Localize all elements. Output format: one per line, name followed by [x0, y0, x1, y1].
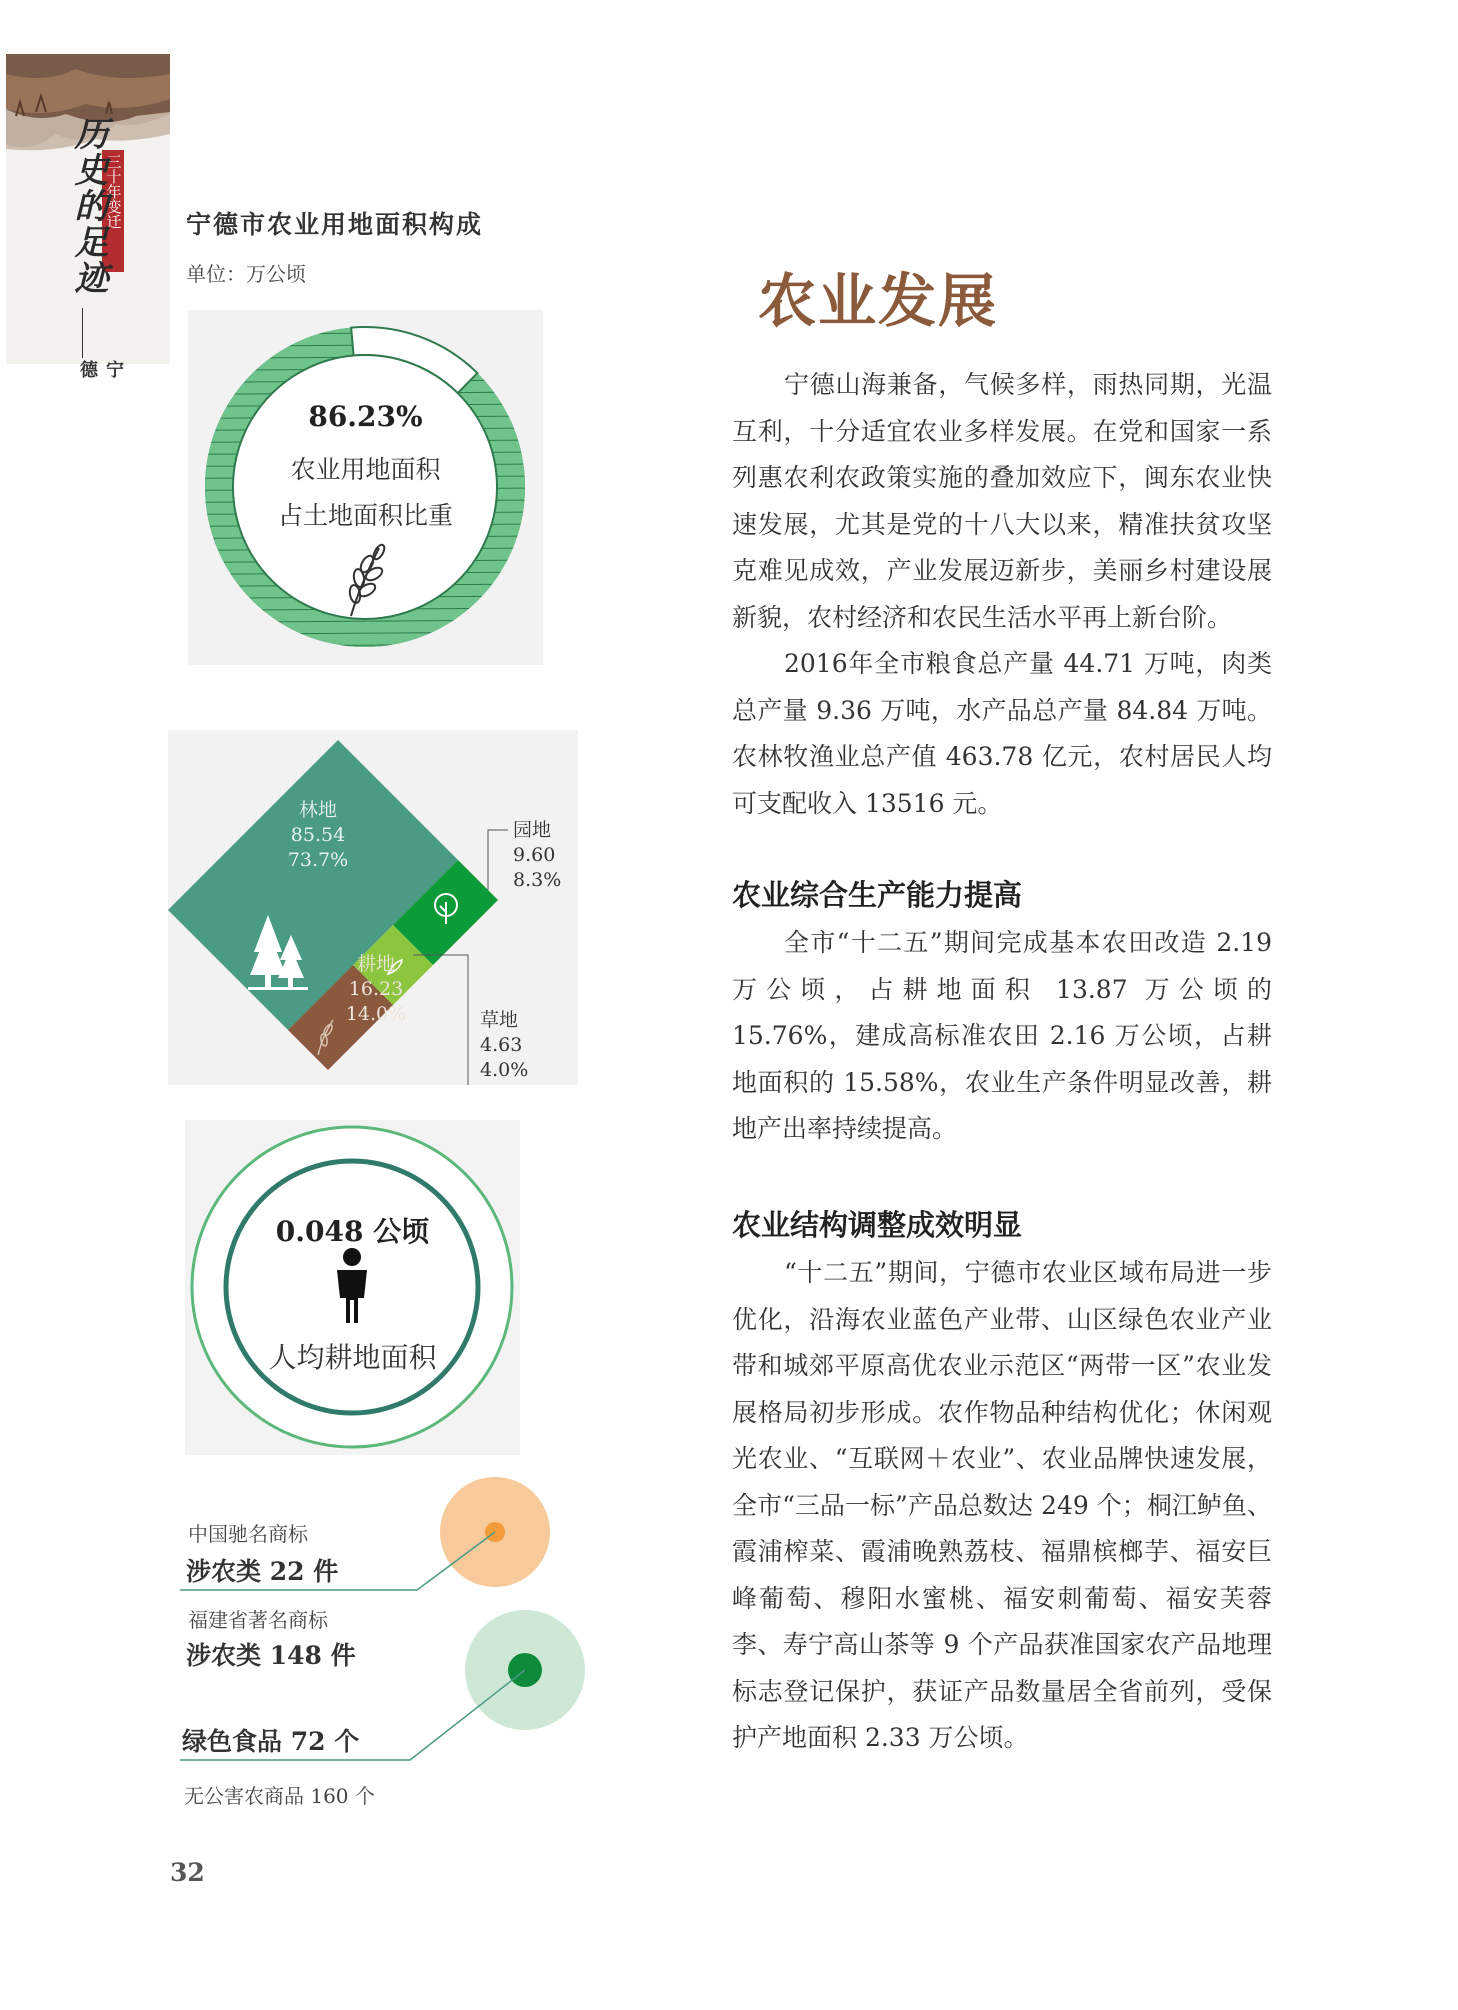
label-orchard-share: 8.3%	[513, 869, 562, 891]
pollution-free-count: 无公害农商品 160 个	[184, 1784, 375, 1808]
label-cropland-share: 14.0%	[345, 1003, 407, 1025]
section-title: 农业发展	[758, 267, 999, 335]
intro-paragraph-1: 宁德山海兼备，气候多样，雨热同期，光温互利，十分适宜农业多样发展。在党和国家一系列惠农利农政策实施的叠加效应下，闽东农业快速发展，尤其是党的十八大以来，精准扶贫攻坚克难见成效，产业发展迈新步，美丽乡村建设展新貌，农村经济和农民生活水平再上新台阶。	[732, 370, 1272, 632]
label-forest-value: 85.54	[290, 824, 346, 846]
donut-label-line1: 农业用地面积	[290, 455, 441, 484]
label-forest-share: 73.7%	[287, 849, 349, 871]
per-capita-card	[185, 1120, 520, 1455]
label-forest	[273, 798, 363, 873]
paragraph-structure: “十二五”期间，宁德市农业区域布局进一步优化，沿海农业蓝色产业带、山区绿色农业产业带和城郊平原高优农业示范区“两带一区”农业发展格局初步形成。农作物品种结构优化；休闲观光农业、“互联网＋农业”、农业品牌快速发展，全市“三品一标”产品总数达 249 个；桐江鲈鱼、霞浦榨菜、霞浦晚熟荔枝、福鼎槟榔芋、福安巨峰葡萄、穆阳水蜜桃、福安刺葡萄、福安芙蓉李、寿宁高山茶等 9 个产品获准国家农产品地理标志登记保护，获证产品数量居全省前列，受保护产地面积 2.33 万公顷。	[732, 1258, 1272, 1752]
trademark-1-small: 中国驰名商标	[188, 1522, 308, 1546]
label-forest-name: 林地	[298, 799, 337, 821]
label-grassland	[480, 1008, 550, 1083]
page-number: 32	[170, 1858, 205, 1887]
label-cropland-value: 16.23	[348, 978, 404, 1000]
label-cropland-name: 耕地	[356, 953, 395, 975]
label-grassland-value: 4.63	[480, 1034, 523, 1056]
donut-percent: 86.23%	[308, 400, 423, 433]
label-orchard-name: 园地	[513, 819, 552, 841]
chart-unit: 单位：万公顷	[186, 262, 306, 286]
city-name: 宁德	[77, 360, 124, 378]
intro-paragraph-2: 2016年全市粮食总产量 44.71 万吨，肉类总产量 9.36 万吨，水产品总产量 84.84 万吨。农林牧渔业总产值 463.78 亿元，农村居民人均可支配收入 13516 元。	[732, 649, 1272, 818]
subheading-structure: 农业结构调整成效明显	[732, 1208, 1023, 1242]
header-decoration	[6, 54, 170, 378]
trademark-1-big: 涉农类 22 件	[186, 1557, 339, 1586]
donut-chart	[188, 310, 543, 665]
donut-svg	[188, 310, 543, 665]
seal-text: 三十年变迁	[104, 154, 123, 229]
per-capita-label: 人均耕地面积	[268, 1341, 437, 1374]
label-cropland	[336, 952, 416, 1027]
paragraph-production: 全市“十二五”期间完成基本农田改造 2.19 万公顷，占耕地面积 13.87 万公顷的 15.76%，建成高标准农田 2.16 万公顷，占耕地面积的 15.58%，农业生产条件明显改善，耕地产出率持续提高。	[732, 928, 1272, 1143]
chart-title: 宁德市农业用地面积构成	[186, 210, 484, 239]
label-orchard	[513, 818, 578, 893]
label-grassland-share: 4.0%	[480, 1059, 529, 1081]
divider-line	[82, 308, 83, 358]
per-capita-svg	[185, 1120, 520, 1455]
label-orchard-value: 9.60	[513, 844, 556, 866]
label-grassland-name: 草地	[480, 1009, 519, 1031]
per-capita-value: 0.048 公顷	[275, 1215, 430, 1248]
subheading-production: 农业综合生产能力提高	[732, 878, 1023, 912]
green-food-count: 绿色食品 72 个	[182, 1727, 360, 1756]
calligraphy-title: 历史的足迹	[68, 116, 108, 296]
donut-label-line2: 占土地面积比重	[277, 501, 453, 530]
trademark-2-big: 涉农类 148 件	[186, 1641, 356, 1670]
leader-orchard	[488, 830, 508, 890]
land-composition-chart	[168, 730, 578, 1085]
trademark-2-small: 福建省著名商标	[188, 1608, 328, 1632]
